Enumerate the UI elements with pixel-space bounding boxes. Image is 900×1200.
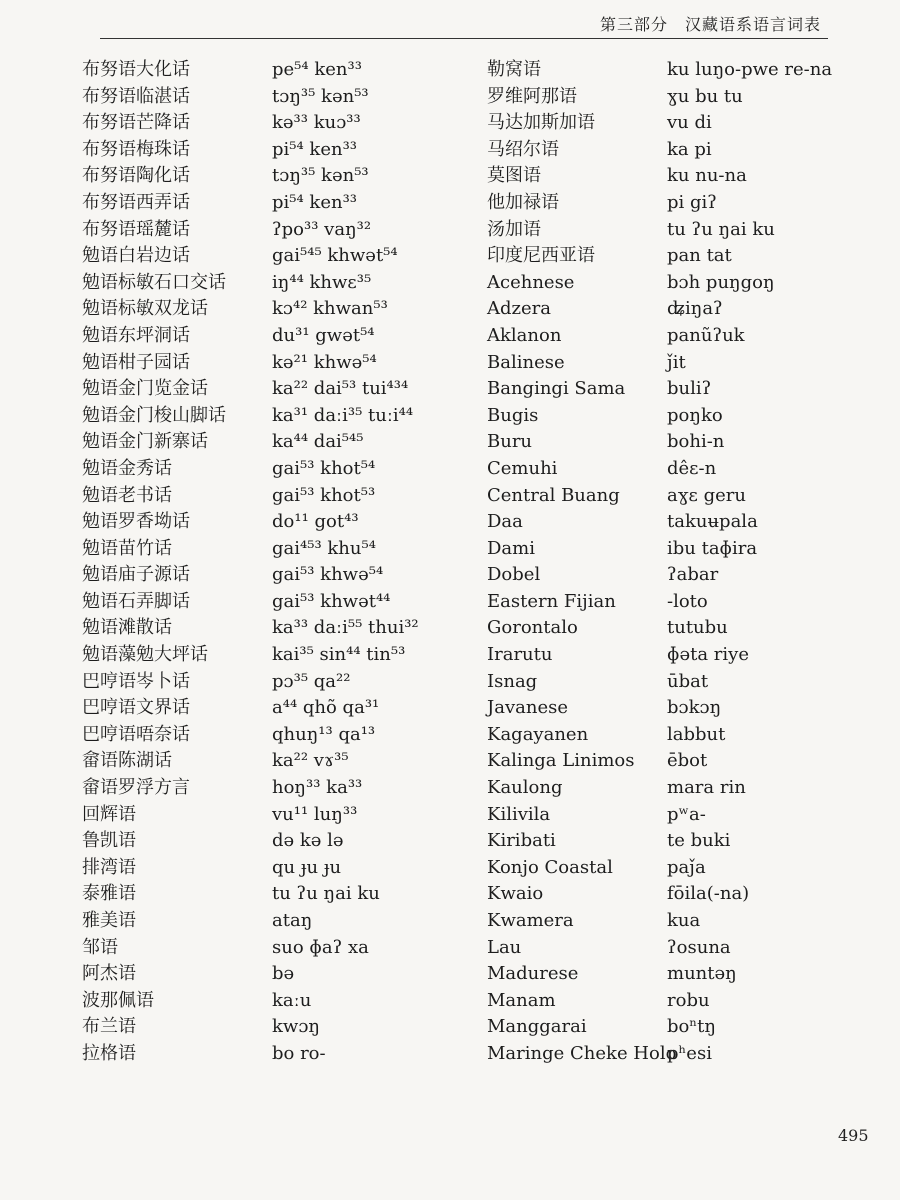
language-name: 布努语大化话: [82, 59, 190, 80]
word-form: pe⁵⁴ ken³³: [272, 59, 362, 80]
language-name: 波那佩语: [82, 989, 154, 1011]
word-form: do¹¹ got⁴³: [272, 511, 359, 533]
language-name: 泰雅语: [82, 883, 136, 905]
language-name: Dami: [487, 537, 535, 559]
page-number: 495: [838, 1126, 869, 1145]
word-form: pi giʔ: [667, 191, 717, 213]
language-name: 布努语临湛话: [82, 85, 190, 107]
word-form: du³¹ gwət⁵⁴: [272, 324, 375, 346]
word-form: takuʉpala: [667, 511, 758, 533]
word-form: ka³³ daːi⁵⁵ thui³²: [272, 617, 419, 639]
word-form: hoŋ³³ ka³³: [272, 777, 363, 799]
word-form: ēbot: [667, 750, 708, 772]
word-form: ka⁴⁴ dai⁵⁴⁵: [272, 431, 364, 453]
word-form: ka²² dai⁵³ tui⁴³⁴: [272, 378, 409, 400]
language-name: 阿杰语: [82, 963, 136, 985]
language-name: 布努语梅珠话: [82, 138, 190, 160]
language-name: Kwaio: [487, 883, 544, 905]
language-name: 鲁凯语: [82, 830, 136, 852]
word-form: tu ʔu ŋai ku: [667, 218, 775, 240]
word-form: fōila(-na): [667, 883, 750, 905]
header-rule: [100, 38, 828, 39]
language-name: Adzera: [487, 298, 551, 320]
language-name: 勉语白岩边话: [82, 245, 190, 267]
word-form: bohi-n: [667, 431, 725, 453]
word-form: bə: [272, 963, 295, 985]
word-form: buliʔ: [667, 378, 712, 400]
language-name: 布努语瑶麓话: [82, 218, 190, 240]
word-form: panũʔuk: [667, 324, 745, 346]
language-name: 勒窝语: [487, 59, 541, 80]
language-name: Kalinga Linimos: [487, 750, 635, 772]
language-name: 汤加语: [487, 218, 541, 240]
language-name: Balinese: [487, 351, 565, 373]
word-form: pɔ³⁵ qa²²: [272, 670, 351, 692]
word-form: labbut: [667, 723, 726, 745]
language-name: 拉格语: [82, 1042, 136, 1064]
word-form: bɔkɔŋ: [667, 697, 722, 719]
word-form: ku nu-na: [667, 165, 747, 187]
word-form: ʔabar: [667, 564, 719, 586]
language-name: Bugis: [487, 404, 539, 426]
right-word-forms: [667, 57, 887, 1068]
language-name: 布兰语: [82, 1016, 136, 1038]
word-form: ɸəta riye: [667, 644, 749, 666]
word-form: pi⁵⁴ ken³³: [272, 138, 358, 160]
word-form: gai⁵⁴⁵ khwət⁵⁴: [272, 245, 398, 267]
language-name: 勉语金门新寨话: [82, 431, 208, 453]
word-form: tutubu: [667, 617, 728, 639]
word-form: də kə lə: [272, 830, 344, 852]
language-name: 勉语藻勉大坪话: [82, 644, 208, 666]
language-name: Dobel: [487, 564, 541, 586]
word-form: aɣɛ geru: [667, 484, 746, 506]
word-form: ɣu bu tu: [667, 85, 743, 107]
language-name: 他加禄语: [487, 191, 559, 213]
word-form: bɔh puŋgoŋ: [667, 271, 775, 293]
language-name: Kaulong: [487, 777, 563, 799]
language-name: 勉语柑子园话: [82, 351, 190, 373]
language-name: Manam: [487, 989, 556, 1011]
language-name: 勉语金门梭山脚话: [82, 404, 226, 426]
word-form: iŋ⁴⁴ khwɛ³⁵: [272, 271, 372, 293]
language-name: 雅美语: [82, 910, 136, 931]
language-name: 勉语石弄脚话: [82, 590, 190, 612]
language-name: Irarutu: [487, 644, 553, 666]
language-name: Javanese: [487, 697, 568, 719]
language-name: Madurese: [487, 963, 579, 985]
language-name: Kwamera: [487, 910, 574, 931]
word-form: ka²² vɤ³⁵: [272, 750, 349, 772]
language-name: Daa: [487, 511, 523, 533]
language-name: 勉语老书话: [82, 484, 172, 506]
language-name: 布努语西弄话: [82, 191, 190, 213]
word-form: te buki: [667, 830, 731, 852]
word-form: kua: [667, 910, 701, 931]
language-name: Manggarai: [487, 1016, 587, 1038]
language-name: 布努语芒降话: [82, 112, 190, 134]
language-name: Gorontalo: [487, 617, 578, 639]
word-form: poŋko: [667, 404, 723, 426]
language-name: 莫图语: [487, 165, 541, 187]
word-form: boⁿtŋ: [667, 1016, 716, 1038]
language-name: Aklanon: [487, 324, 562, 346]
word-form: kə³³ kuɔ³³: [272, 112, 361, 134]
language-name: 勉语标敏石口交话: [82, 271, 226, 293]
word-form: vu di: [667, 112, 712, 134]
word-form: dêɛ-n: [667, 457, 717, 479]
language-name: Kagayanen: [487, 723, 589, 745]
language-name: 畲语陈湖话: [82, 750, 172, 772]
language-name: 巴哼语唔奈话: [82, 723, 190, 745]
word-form: ūbat: [667, 670, 709, 692]
word-form: kwɔŋ: [272, 1016, 320, 1038]
running-header: 第三部分 汉藏语系语言词表: [600, 15, 822, 34]
word-form: kaːu: [272, 989, 312, 1011]
language-name: Kilivila: [487, 803, 551, 825]
word-form: kɔ⁴² khwan⁵³: [272, 298, 388, 320]
word-form: mara rin: [667, 777, 746, 799]
language-name: Buru: [487, 431, 533, 453]
language-name: Lau: [487, 936, 522, 958]
language-name: 勉语东坪洞话: [82, 324, 190, 346]
word-form: pi⁵⁴ ken³³: [272, 191, 358, 213]
word-form: ka³¹ daːi³⁵ tuːi⁴⁴: [272, 404, 414, 426]
word-form: pʷa-: [667, 803, 706, 825]
language-name: 罗维阿那语: [487, 85, 577, 107]
word-form: muntəŋ: [667, 963, 737, 985]
word-form: vu¹¹ luŋ³³: [272, 803, 358, 825]
word-form: kai³⁵ sin⁴⁴ tin⁵³: [272, 644, 406, 666]
word-form: robu: [667, 989, 710, 1011]
word-form: paǰa: [667, 856, 706, 878]
language-name: 排湾语: [82, 856, 136, 878]
word-form: qu ɟu ɟu: [272, 856, 342, 878]
language-name: 印度尼西亚语: [487, 245, 595, 267]
language-name: Cemuhi: [487, 457, 558, 479]
word-form: ataŋ: [272, 910, 313, 931]
language-name: 畲语罗浮方言: [82, 777, 190, 799]
language-name: 布努语陶化话: [82, 165, 190, 187]
word-form: pan tat: [667, 245, 732, 267]
language-name: 勉语庙子源话: [82, 564, 190, 586]
word-form: kə²¹ khwə⁵⁴: [272, 351, 377, 373]
language-name: Isnag: [487, 670, 538, 692]
language-name: 勉语标敏双龙话: [82, 298, 208, 320]
word-form: gai⁴⁵³ khu⁵⁴: [272, 537, 376, 559]
word-form: tu ʔu ŋai ku: [272, 883, 380, 905]
language-name: 巴哼语岑卜话: [82, 670, 190, 692]
language-name: 马绍尔语: [487, 138, 559, 160]
language-name: 巴哼语文界话: [82, 697, 190, 719]
language-name: 勉语罗香坳话: [82, 511, 190, 533]
language-name: 勉语金秀话: [82, 457, 172, 479]
word-form: ka pi: [667, 138, 712, 160]
language-name: 勉语滩散话: [82, 617, 172, 639]
word-form: gai⁵³ khot⁵³: [272, 484, 376, 506]
language-name: 马达加斯加语: [487, 112, 595, 134]
language-name: 回辉语: [82, 803, 136, 825]
word-form: gai⁵³ khwə⁵⁴: [272, 564, 384, 586]
word-form: ku luŋo-pwe re-na: [667, 59, 833, 80]
language-name: 邹语: [82, 936, 118, 958]
word-form: tɔŋ³⁵ kən⁵³: [272, 165, 369, 187]
language-name: 勉语金门览金话: [82, 378, 208, 400]
word-form: -loto: [667, 590, 708, 612]
language-name: Central Buang: [487, 484, 620, 506]
language-name: Bangingi Sama: [487, 378, 626, 400]
left-language-names: [82, 57, 272, 1068]
language-name: Kiribati: [487, 830, 556, 852]
left-word-forms: [272, 57, 482, 1068]
word-form: ǰit: [667, 351, 686, 373]
word-form: ʥiŋaʔ: [667, 298, 723, 320]
word-form: a⁴⁴ qhõ qa³¹: [272, 697, 380, 719]
word-form: suo ɸaʔ xa: [272, 936, 369, 958]
language-name: Konjo Coastal: [487, 856, 613, 878]
language-name: 勉语苗竹话: [82, 537, 172, 559]
language-name: Acehnese: [487, 271, 575, 293]
word-form: ʔosuna: [667, 936, 731, 958]
language-name: Eastern Fijian: [487, 590, 616, 612]
language-name: Maringe Cheke Holo: [487, 1042, 677, 1064]
word-form: gai⁵³ khwət⁴⁴: [272, 590, 391, 612]
word-form: tɔŋ³⁵ kən⁵³: [272, 85, 369, 107]
word-form: ʔpo³³ vaŋ³²: [272, 218, 372, 240]
word-form: gai⁵³ khot⁵⁴: [272, 457, 376, 479]
word-form: qhuŋ¹³ qa¹³: [272, 723, 376, 745]
word-form: pʰesi: [667, 1042, 712, 1064]
word-form: ibu taɸira: [667, 537, 758, 559]
word-form: bo ro-: [272, 1042, 326, 1064]
